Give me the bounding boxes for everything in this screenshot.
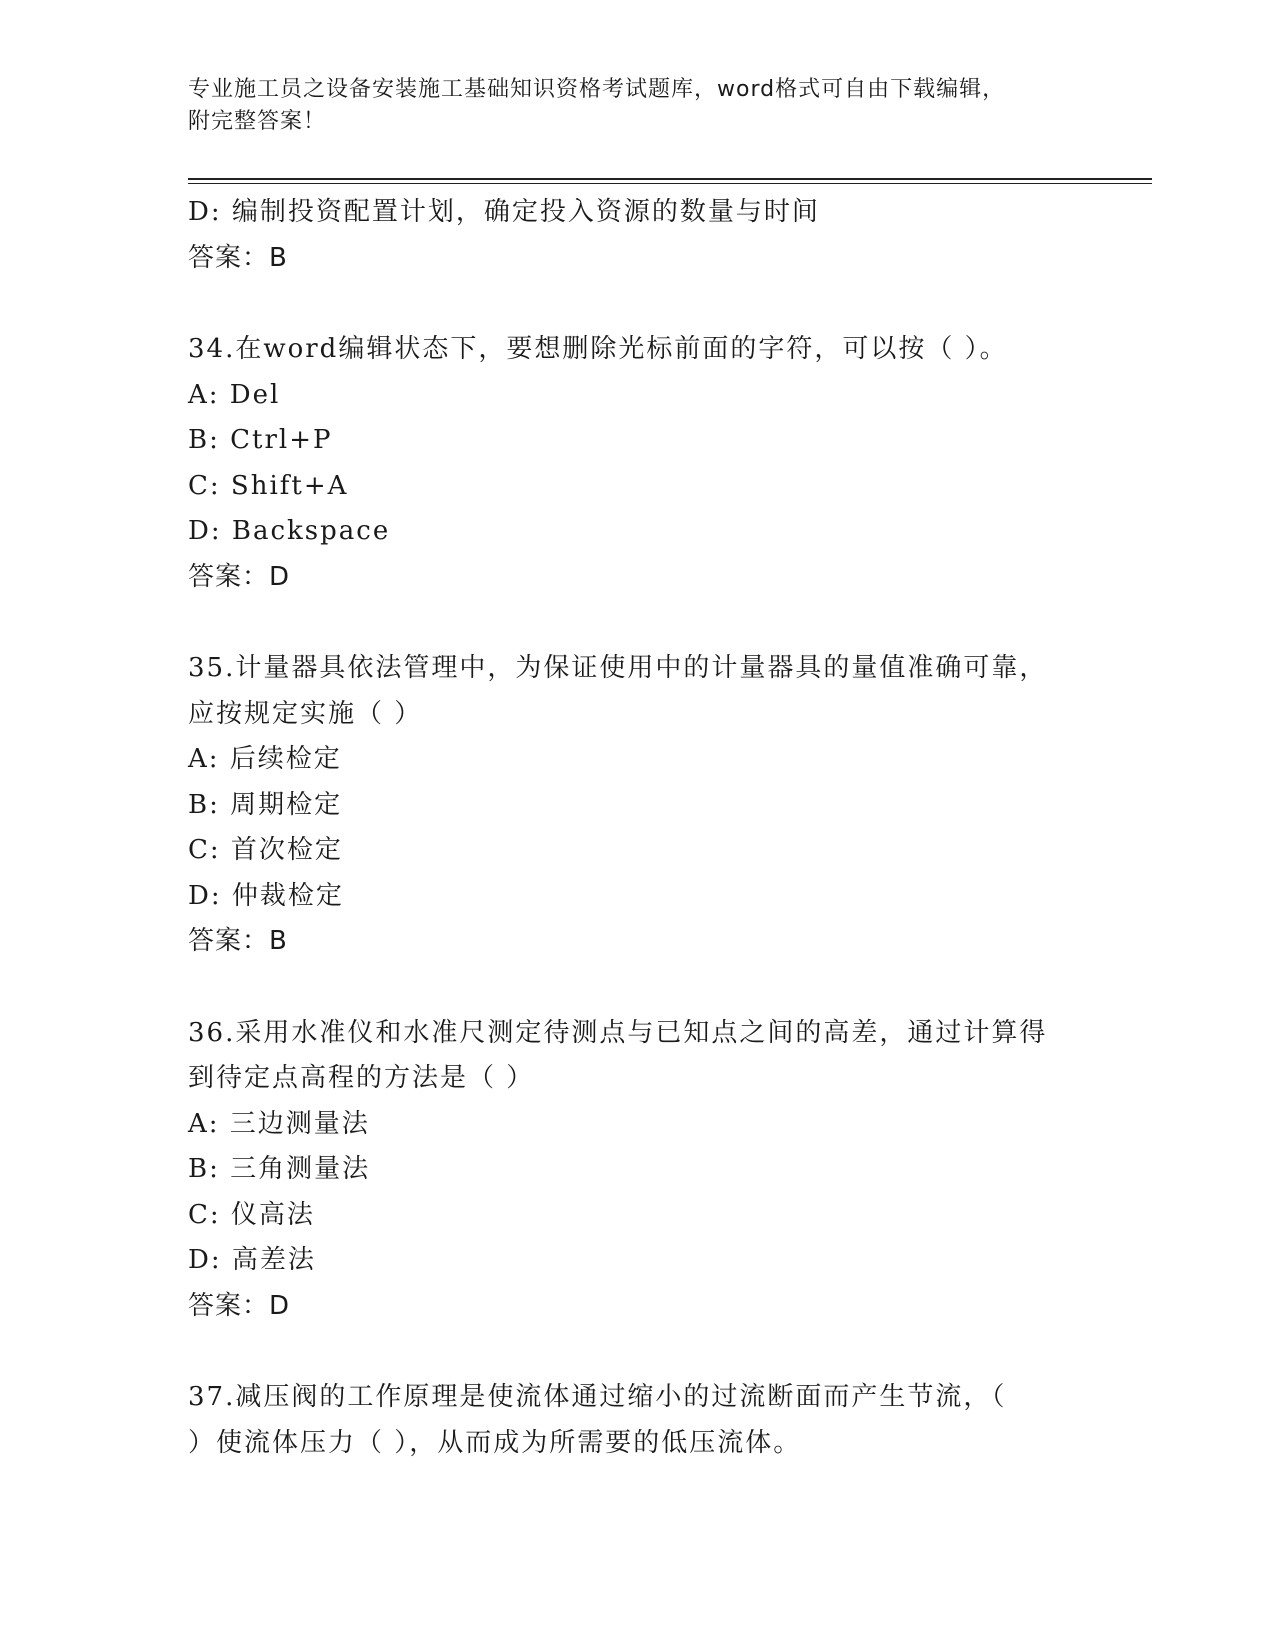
answer-line: 答案：D (188, 561, 291, 592)
question-35 (188, 646, 1088, 965)
option-a: A: 三边测量法 (188, 1108, 370, 1139)
question-text-line-2: 应按规定实施（ ） (188, 698, 423, 729)
option-b: B: 周期检定 (188, 789, 343, 820)
answer-line: 答案：D (188, 1290, 291, 1321)
question-text-line-1: 36.采用水准仪和水准尺测定待测点与已知点之间的高差，通过计算得 (188, 1017, 1048, 1048)
option-d: D: 编制投资配置计划，确定投入资源的数量与时间 (188, 197, 820, 227)
option-b: B: 三角测量法 (188, 1154, 371, 1184)
question-text-line-1: 35.计量器具依法管理中，为保证使用中的计量器具的量值准确可靠， (188, 653, 1048, 683)
header-line-1: 专业施工员之设备安装施工基础知识资格考试题库，word格式可自由下载编辑， (188, 77, 1006, 102)
option-c: C: 首次检定 (188, 835, 343, 865)
option-d: D: Backspace (188, 516, 391, 546)
header-divider-thick (188, 178, 1152, 180)
option-b: B: Ctrl+P (188, 425, 333, 455)
previous-question-tail (188, 190, 1088, 281)
document-header (188, 74, 1088, 138)
option-d: D: 仲裁检定 (188, 880, 344, 911)
option-a: A: 后续检定 (188, 744, 342, 774)
document-body (188, 190, 1088, 1466)
header-line-2: 附完整答案！ (188, 109, 327, 134)
answer-line: 答案：B (188, 926, 288, 956)
question-text: 34.在word编辑状态下，要想删除光标前面的字符，可以按（ ）。 (188, 334, 1008, 364)
question-37 (188, 1375, 1088, 1466)
option-d: D: 高差法 (188, 1245, 316, 1275)
question-text-line-2: ）使流体压力（ ），从而成为所需要的低压流体。 (188, 1427, 802, 1458)
option-c: C: Shift+A (188, 470, 349, 501)
question-text-line-2: 到待定点高程的方法是（ ） (188, 1063, 535, 1093)
question-34 (188, 327, 1088, 600)
header-divider-thin (188, 183, 1152, 184)
question-text-line-1: 37.减压阀的工作原理是使流体通过缩小的过流断面而产生节流，（ (188, 1382, 1007, 1412)
option-c: C: 仪高法 (188, 1199, 315, 1230)
option-a: A: Del (188, 379, 281, 410)
answer-line: 答案：B (188, 242, 288, 273)
question-36 (188, 1011, 1088, 1330)
